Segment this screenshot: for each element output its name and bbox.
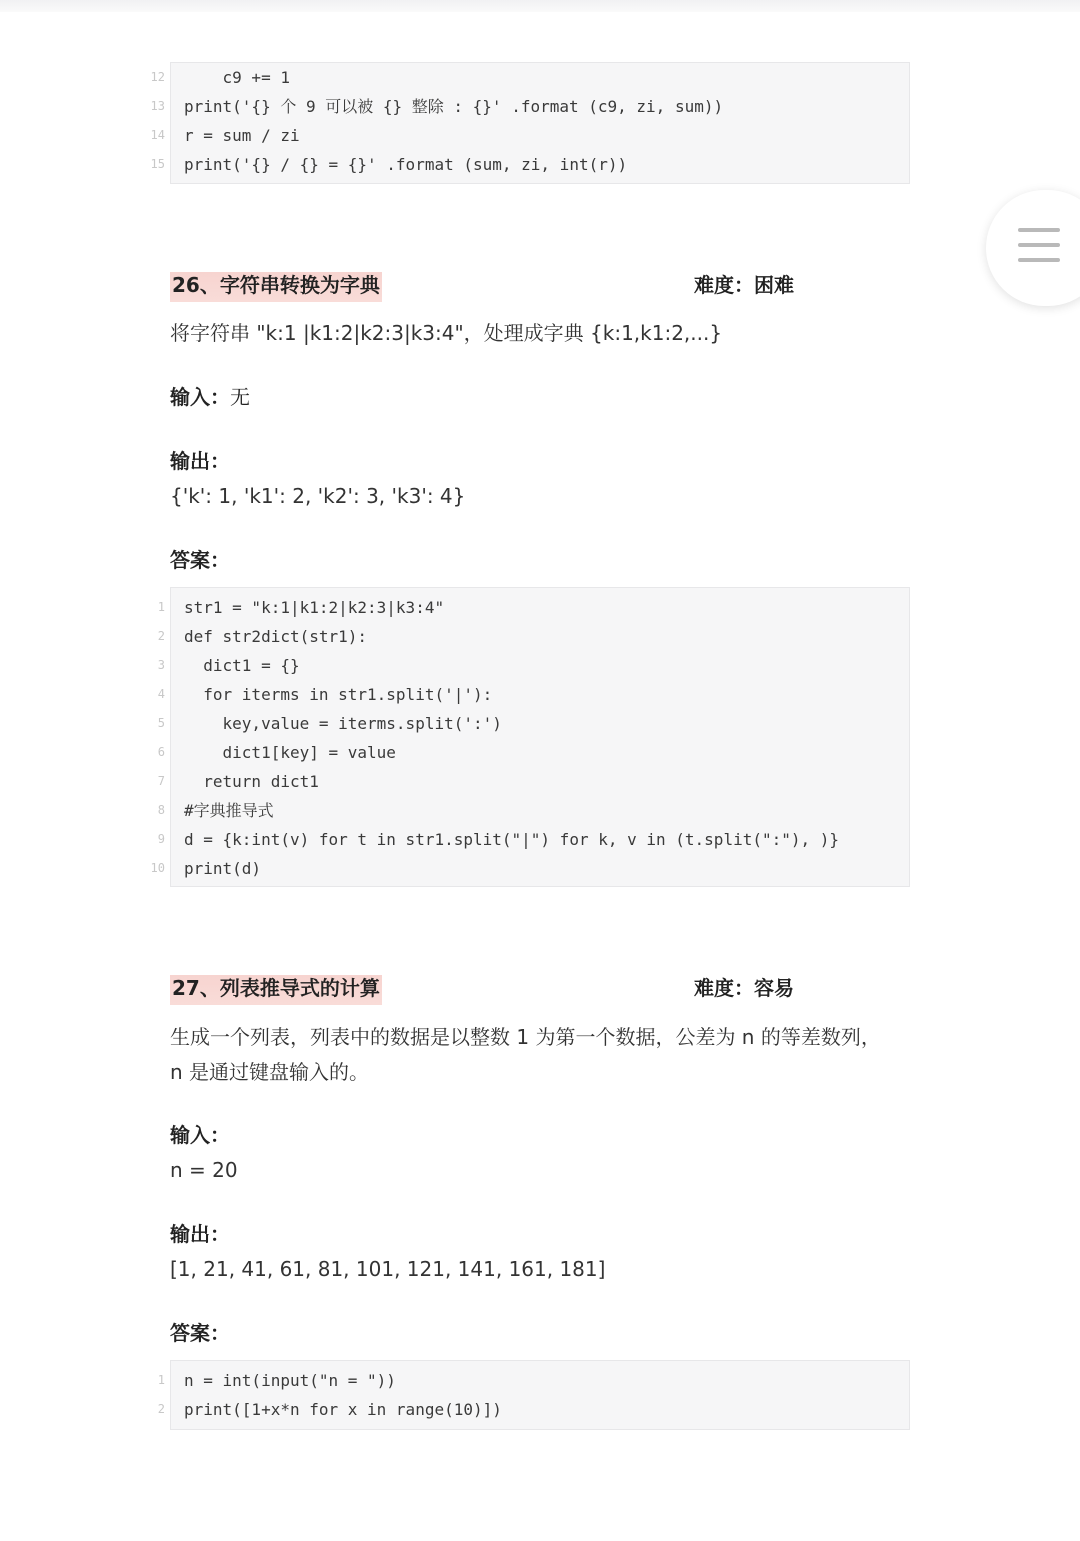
- line-number: 5: [157, 716, 165, 730]
- question-27-input-label: 输入：: [170, 1123, 230, 1147]
- code-block-q27: [157, 1360, 910, 1430]
- question-27-output-label: 输出：: [170, 1222, 230, 1246]
- line-number: 1: [157, 600, 165, 614]
- code-line: [150, 854, 909, 883]
- question-26-input: [170, 380, 250, 415]
- code-text: print([1+x*n for x in range(10)]): [184, 1400, 502, 1419]
- question-27-description-line2: n 是通过键盘输入的。: [170, 1060, 370, 1084]
- line-number: 12: [150, 70, 165, 84]
- code-text: dict1 = {}: [184, 656, 300, 675]
- code-line: [157, 738, 909, 767]
- line-number: 2: [157, 1402, 165, 1416]
- input-label: 输入：: [170, 385, 230, 409]
- line-number: 3: [157, 658, 165, 672]
- hamburger-menu-icon: [1018, 228, 1060, 264]
- line-number: 4: [157, 687, 165, 701]
- line-number: 6: [157, 745, 165, 759]
- question-26-answer-label: 答案：: [170, 548, 230, 572]
- question-26-output-value: {'k': 1, 'k1': 2, 'k2': 3, 'k3': 4}: [170, 484, 466, 508]
- code-line: [157, 680, 909, 709]
- code-text: c9 += 1: [184, 68, 290, 87]
- code-line: [150, 121, 909, 150]
- input-value: 无: [230, 385, 250, 409]
- line-number: 7: [157, 774, 165, 788]
- top-bar: [0, 0, 1080, 12]
- code-line: [150, 92, 909, 121]
- code-text: def str2dict(str1):: [184, 627, 368, 646]
- question-27-answer-label: 答案：: [170, 1321, 230, 1345]
- question-27-title: 27、列表推导式的计算: [170, 971, 382, 1005]
- question-27-input-value: n = 20: [170, 1158, 238, 1182]
- code-line: [157, 796, 909, 825]
- floating-menu-button[interactable]: [986, 190, 1080, 306]
- code-line: [157, 767, 909, 796]
- question-27-output-value: [1, 21, 41, 61, 81, 101, 121, 141, 161, 181]: [170, 1257, 606, 1281]
- code-text: print('{} / {} = {}' .format (sum, zi, int(r)): [184, 155, 628, 174]
- code-text: for iterms in str1.split('|'):: [184, 685, 493, 704]
- question-26-output-label: 输出：: [170, 449, 230, 473]
- line-number: 13: [150, 99, 165, 113]
- question-26-description: 将字符串 "k:1 |k1:2|k2:3|k3:4"，处理成字典 {k:1,k1:2,...}: [170, 321, 723, 345]
- code-text: d = {k:int(v) for t in str1.split("|") for k, v in (t.split(":"), )}: [184, 830, 840, 849]
- code-text: dict1[key] = value: [184, 743, 396, 762]
- code-line: [157, 709, 909, 738]
- code-text: print('{} 个 9 可以被 {} 整除 : {}' .format (c9, zi, sum)): [184, 97, 724, 116]
- question-27-description-line1: 生成一个列表，列表中的数据是以整数 1 为第一个数据，公差为 n 的等差数列，: [170, 1025, 881, 1049]
- question-26-title: 26、字符串转换为字典: [170, 268, 382, 302]
- code-line: [150, 63, 909, 92]
- code-block-q26: [150, 587, 910, 887]
- code-text: print(d): [184, 859, 262, 878]
- question-27-difficulty: 难度：容易: [694, 976, 794, 1000]
- line-number: 9: [157, 832, 165, 846]
- line-number: 15: [150, 157, 165, 171]
- line-number: 14: [150, 128, 165, 142]
- code-line: [157, 593, 909, 622]
- line-number: 2: [157, 629, 165, 643]
- code-line: [157, 1395, 909, 1424]
- code-text: r = sum / zi: [184, 126, 300, 145]
- code-line: [157, 651, 909, 680]
- code-text: return dict1: [184, 772, 319, 791]
- line-number: 10: [150, 861, 165, 875]
- code-line: [157, 622, 909, 651]
- code-text: key,value = iterms.split(':'): [184, 714, 502, 733]
- code-text: #字典推导式: [184, 801, 274, 820]
- code-text: n = int(input("n = ")): [184, 1371, 396, 1390]
- code-line: [150, 150, 909, 179]
- code-text: str1 = "k:1|k1:2|k2:3|k3:4": [184, 598, 445, 617]
- line-number: 8: [157, 803, 165, 817]
- line-number: 1: [157, 1373, 165, 1387]
- code-block-previous: [150, 62, 910, 184]
- question-26-difficulty: 难度：困难: [694, 273, 794, 297]
- code-line: [157, 1366, 909, 1395]
- code-line: [157, 825, 909, 854]
